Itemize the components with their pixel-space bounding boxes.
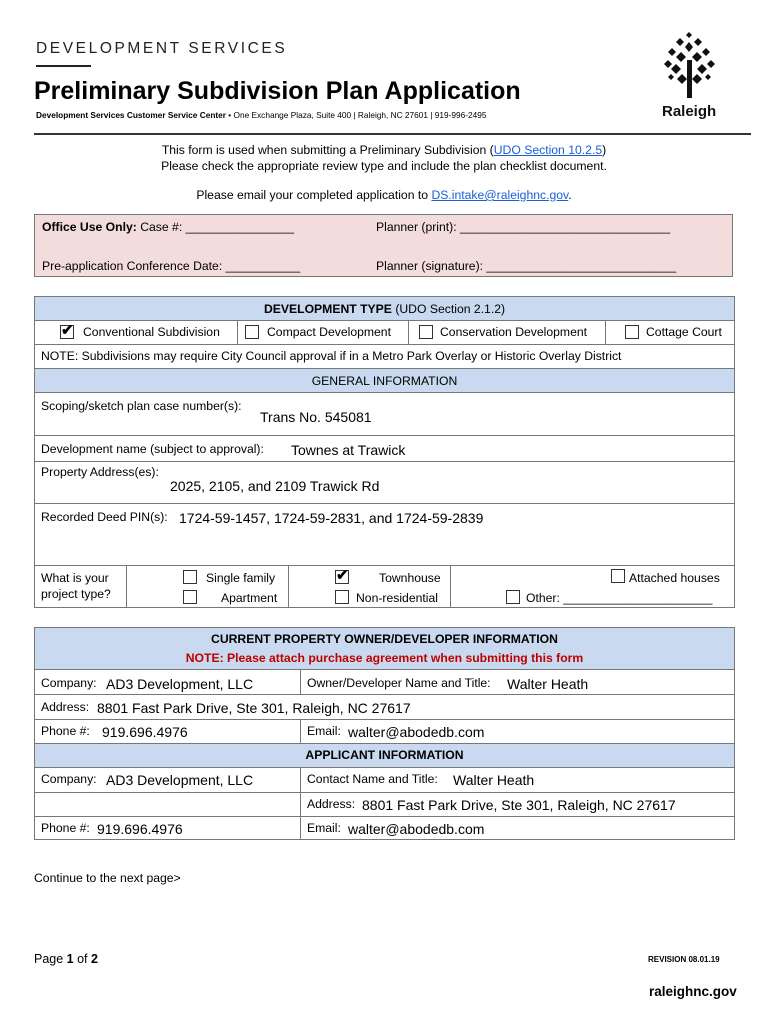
development-name-label: Development name (subject to approval): (41, 442, 264, 456)
intro-line-3 (34, 188, 734, 202)
apartment-checkbox[interactable] (183, 590, 197, 604)
applicant-contact-label: Contact Name and Title: (307, 772, 438, 786)
general-information-header: GENERAL INFORMATION (35, 369, 734, 393)
intro-line-2: Please check the appropriate review type and include the plan checklist document. (161, 159, 607, 173)
owner-name-value[interactable]: Walter Heath (507, 676, 589, 692)
intro-text: This form is used when submitting a Preliminary Subdivision ( (161, 143, 494, 157)
scoping-value[interactable]: Trans No. 545081 (260, 409, 372, 425)
email-prompt: Please email your completed application to (196, 188, 432, 202)
applicant-info-header: APPLICANT INFORMATION (35, 744, 734, 768)
applicant-contact-value[interactable]: Walter Heath (453, 772, 535, 788)
owner-address-label: Address: (41, 700, 90, 714)
conservation-development-checkbox[interactable] (419, 325, 433, 339)
applicant-phone-value[interactable]: 919.696.4976 (97, 821, 183, 837)
intro-line-1 (34, 143, 734, 157)
col-divider (288, 565, 289, 607)
applicant-email-label: Email: (307, 821, 341, 835)
applicant-phone-label: Phone #: (41, 821, 90, 835)
row-divider (35, 792, 734, 793)
conventional-subdivision-checkbox[interactable] (60, 322, 74, 339)
development-name-value[interactable]: Townes at Trawick (291, 442, 406, 458)
owner-applicant-table (34, 627, 735, 840)
page-of: of (73, 952, 91, 966)
col-divider (300, 768, 301, 840)
owner-email-label: Email: (307, 724, 341, 738)
applicant-company-value[interactable]: AD3 Development, LLC (106, 772, 254, 788)
intake-email-link[interactable]: DS.intake@raleighnc.gov (431, 188, 569, 202)
planner-print-field[interactable]: Planner (print): _______________________________ (376, 220, 671, 234)
applicant-email-value[interactable]: walter@abodedb.com (348, 821, 485, 837)
bullet-separator: • (226, 110, 234, 120)
page-indicator (34, 952, 98, 966)
email-prompt-end: . (568, 188, 572, 202)
owner-info-title: CURRENT PROPERTY OWNER/DEVELOPER INFORMATION (211, 632, 558, 646)
compact-development-label: Compact Development (267, 325, 391, 339)
page-total: 2 (91, 952, 98, 966)
row-divider (35, 816, 734, 817)
office-use-box (34, 214, 733, 277)
scoping-label: Scoping/sketch plan case number(s): (41, 399, 242, 413)
owner-info-header (35, 628, 734, 670)
office-case-field[interactable] (42, 220, 294, 234)
project-type-label-line2: project type? (41, 587, 111, 601)
development-general-table (34, 296, 735, 608)
single-family-checkbox[interactable] (183, 570, 197, 584)
owner-phone-label: Phone #: (41, 724, 90, 738)
owner-name-label: Owner/Developer Name and Title: (307, 676, 491, 690)
townhouse-label: Townhouse (379, 571, 441, 585)
townhouse-checkbox[interactable] (335, 567, 349, 584)
contact-line (36, 110, 486, 120)
owner-phone-value[interactable]: 919.696.4976 (102, 724, 188, 740)
col-divider (300, 670, 301, 694)
center-name: Development Services Customer Service Center (36, 110, 226, 120)
conventional-subdivision-label: Conventional Subdivision (83, 325, 220, 339)
non-residential-checkbox[interactable] (335, 590, 349, 604)
owner-company-value[interactable]: AD3 Development, LLC (106, 676, 254, 692)
center-address: One Exchange Plaza, Suite 400 | Raleigh, NC 27601 | 919-996-2495 (233, 110, 487, 120)
row-divider (35, 461, 734, 462)
owner-company-label: Company: (41, 676, 97, 690)
page-prefix: Page (34, 952, 67, 966)
purchase-agreement-note: NOTE: Please attach purchase agreement when submitting this form (185, 651, 584, 665)
row-divider (35, 565, 734, 566)
intro-text-end: ) (602, 143, 607, 157)
development-type-header (35, 297, 734, 321)
property-address-value[interactable]: 2025, 2105, and 2109 Trawick Rd (170, 478, 380, 494)
deed-pin-value[interactable]: 1724-59-1457, 1724-59-2831, and 1724-59-2839 (179, 510, 484, 526)
row-divider (35, 344, 734, 345)
col-divider (605, 321, 606, 344)
development-type-udo: (UDO Section 2.1.2) (391, 302, 506, 316)
overlay-note: NOTE: Subdivisions may require City Council approval if in a Metro Park Overlay or Historic Overlay District (41, 349, 622, 363)
row-divider (35, 503, 734, 504)
non-residential-label: Non-residential (356, 591, 438, 605)
continue-note: Continue to the next page> (34, 871, 181, 885)
col-divider (450, 565, 451, 607)
project-type-label-line1: What is your (41, 571, 109, 585)
conservation-development-label: Conservation Development (440, 325, 588, 339)
development-type-title: DEVELOPMENT TYPE (263, 302, 392, 316)
row-divider (35, 694, 734, 695)
row-divider (35, 719, 734, 720)
brand-underline (36, 65, 91, 67)
attached-houses-label: Attached houses (629, 571, 720, 585)
other-type-field[interactable]: Other: ______________________ (526, 591, 713, 605)
header-divider (34, 133, 751, 135)
city-logo-text: Raleigh (662, 103, 717, 120)
page-title: Preliminary Subdivision Plan Application (34, 77, 521, 105)
col-divider (300, 719, 301, 743)
preapp-date-field[interactable]: Pre-application Conference Date: ___________ (42, 259, 301, 273)
row-divider (35, 435, 734, 436)
checkmark-icon: ✔ (336, 567, 349, 584)
applicant-address-value[interactable]: 8801 Fast Park Drive, Ste 301, Raleigh, NC 27617 (362, 797, 676, 813)
udo-section-link[interactable]: UDO Section 10.2.5 (493, 143, 603, 157)
website-url[interactable]: raleighnc.gov (649, 984, 737, 999)
property-address-label: Property Address(es): (41, 465, 159, 479)
planner-signature-field[interactable]: Planner (signature): ____________________________ (376, 259, 677, 273)
col-divider (237, 321, 238, 344)
apartment-label: Apartment (221, 591, 278, 605)
case-number-blank: Case #: ________________ (136, 220, 295, 234)
owner-email-value[interactable]: walter@abodedb.com (348, 724, 485, 740)
office-use-label: Office Use Only: (42, 220, 137, 234)
col-divider (408, 321, 409, 344)
applicant-company-label: Company: (41, 772, 97, 786)
cottage-court-checkbox[interactable] (625, 325, 639, 339)
oak-tree-logo-icon (662, 30, 718, 100)
cottage-court-label: Cottage Court (646, 325, 722, 339)
attached-houses-checkbox[interactable] (611, 569, 625, 583)
compact-development-checkbox[interactable] (245, 325, 259, 339)
single-family-label: Single family (206, 571, 276, 585)
applicant-address-label: Address: (307, 797, 356, 811)
revision-label: REVISION 08.01.19 (648, 955, 720, 964)
page-number: 1 (66, 952, 74, 966)
col-divider (126, 565, 127, 607)
deed-pin-label: Recorded Deed PIN(s): (41, 510, 168, 524)
department-brand: DEVELOPMENT SERVICES (36, 40, 288, 57)
other-type-checkbox[interactable] (506, 590, 520, 604)
checkmark-icon: ✔ (61, 322, 74, 339)
owner-address-value[interactable]: 8801 Fast Park Drive, Ste 301, Raleigh, NC 27617 (97, 700, 411, 716)
